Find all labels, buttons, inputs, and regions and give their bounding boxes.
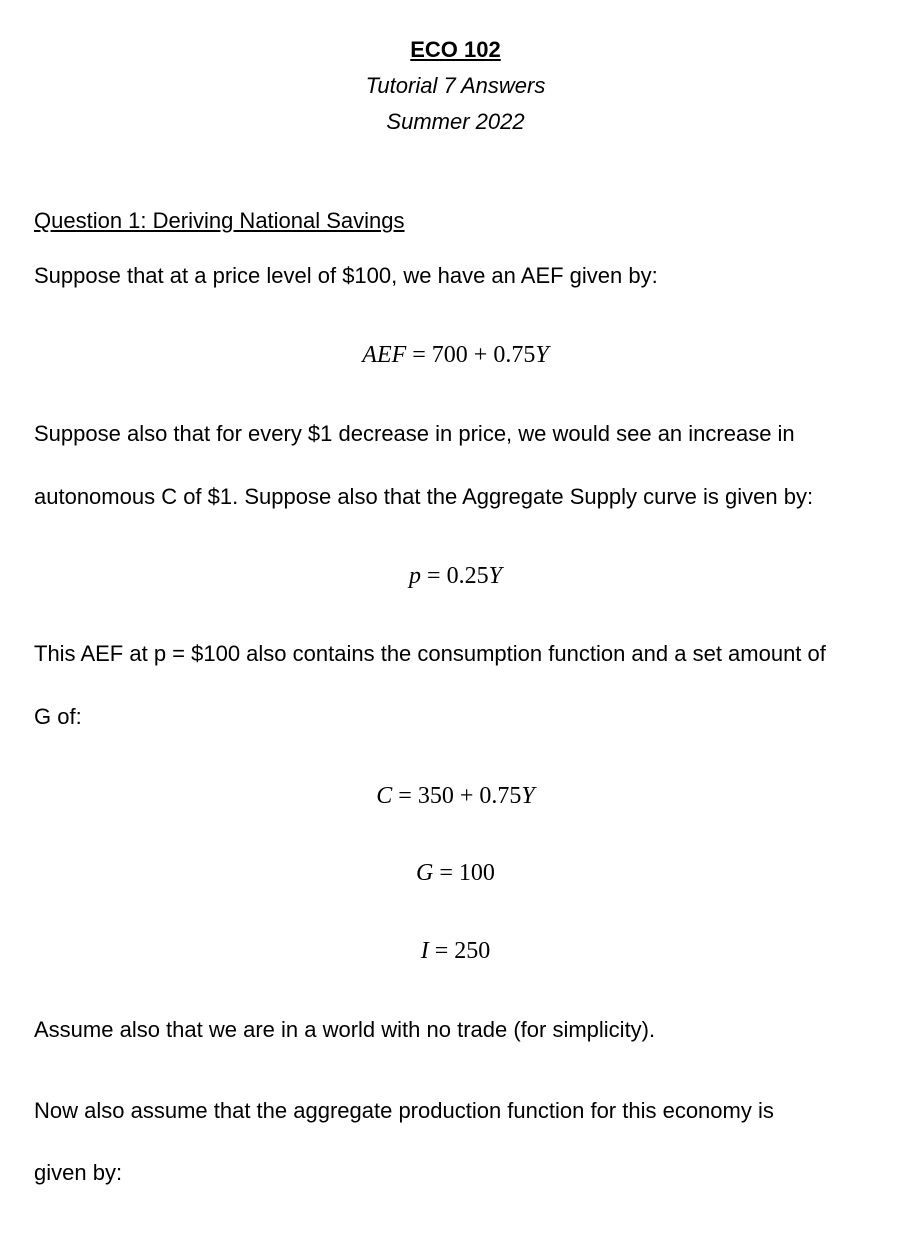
paragraph-consumption-line2: G of: — [34, 704, 82, 729]
paragraph-price-line1: Suppose also that for every $1 decrease in price, we would see an increase in — [34, 421, 795, 446]
equation-c-lhs: C — [376, 783, 393, 809]
term-label: Summer 2022 — [386, 109, 525, 134]
paragraph-no-trade: Assume also that we are in a world with no trade (for simplicity). — [34, 1017, 656, 1042]
equation-aef-rhs: = 700 + 0.75 — [406, 342, 536, 368]
equation-as-var: Y — [488, 563, 502, 589]
equation-g-lhs: G — [416, 860, 434, 886]
equation-as-lhs: p — [409, 563, 422, 589]
equation-c-rhs: = 350 + 0.75 — [392, 783, 522, 809]
equation-i-lhs: I — [420, 938, 429, 964]
course-title: ECO 102 — [410, 37, 501, 62]
question-heading: Question 1: Deriving National Savings — [34, 208, 405, 233]
paragraph-price-line2: autonomous C of $1. Suppose also that the Aggregate Supply curve is given by: — [34, 484, 814, 509]
equation-investment — [0, 937, 911, 965]
paragraph-production-line2: given by: — [34, 1160, 123, 1185]
equation-c-var: Y — [521, 783, 535, 809]
paragraph-consumption-line1: This AEF at p = $100 also contains the consumption function and a set amount of — [34, 641, 826, 666]
paragraph-aef-intro: Suppose that at a price level of $100, we have an AEF given by: — [34, 263, 658, 288]
equation-government — [0, 859, 911, 887]
equation-aef-lhs: AEF — [362, 342, 407, 368]
equation-aef-var: Y — [535, 342, 549, 368]
equation-i-rhs: = 250 — [428, 938, 491, 964]
equation-g-rhs: = 100 — [433, 860, 495, 886]
document-subtitle: Tutorial 7 Answers — [365, 73, 546, 98]
equation-consumption — [0, 782, 911, 810]
equation-as — [0, 562, 911, 590]
equation-aef — [0, 341, 911, 369]
equation-as-rhs: = 0.25 — [421, 563, 489, 589]
paragraph-production-line1: Now also assume that the aggregate production function for this economy is — [34, 1098, 774, 1123]
